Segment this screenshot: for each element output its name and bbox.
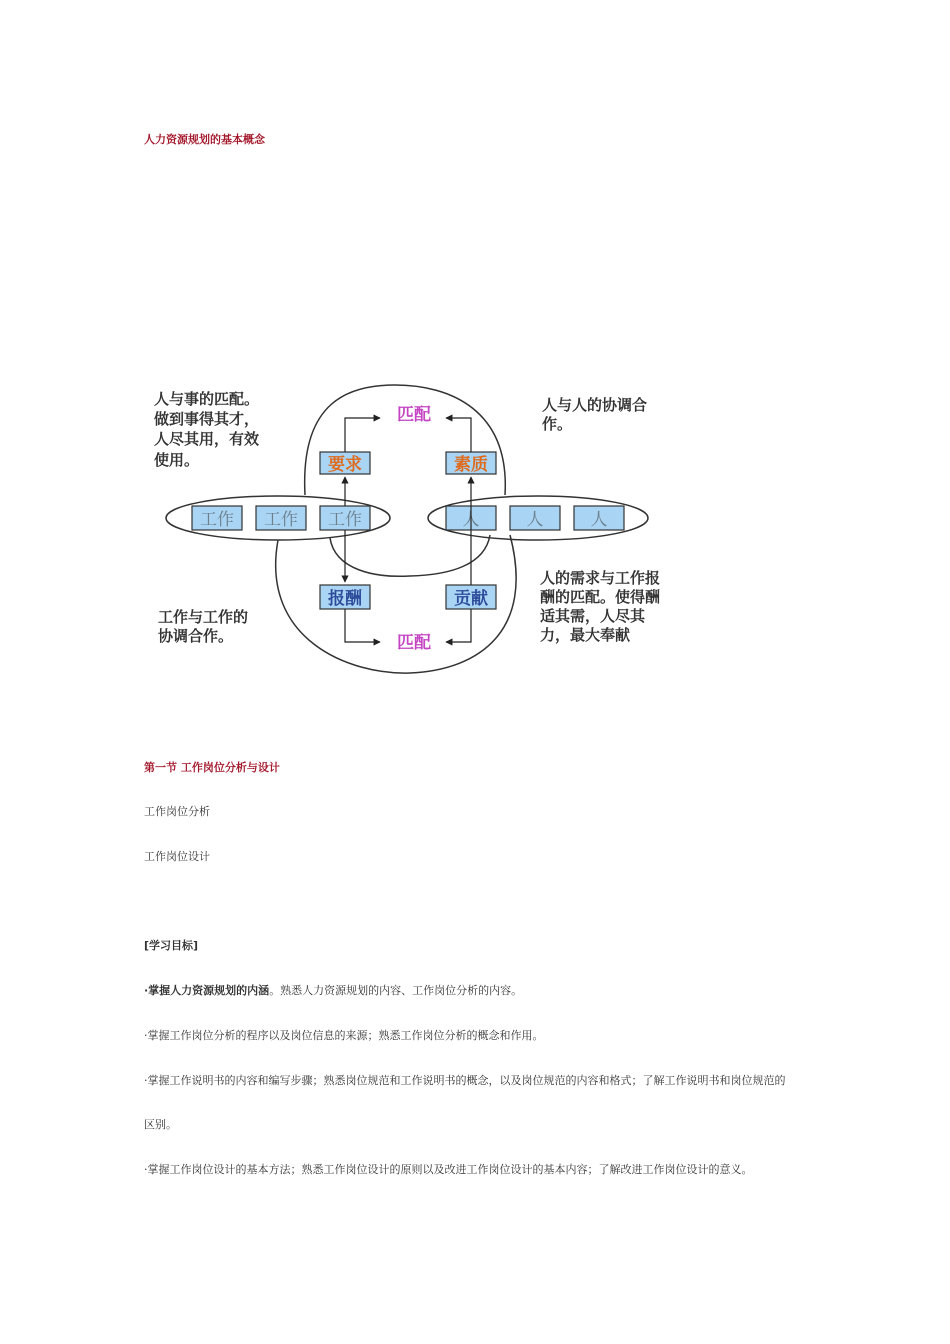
work-box-3: 工作: [328, 510, 362, 530]
section-item-job-design: 工作岗位设计: [144, 850, 210, 863]
quality-box: 素质: [454, 455, 488, 475]
section-item-job-analysis: 工作岗位分析: [144, 805, 210, 818]
note-bottom-right: 人的需求与工作报 酬的匹配。使得酬 适其需，人尽其 力，最大奉献: [540, 569, 661, 644]
objectives-heading: [学习目标]: [144, 939, 199, 952]
person-box-3: 人: [590, 510, 608, 530]
contribution-box: 贡献: [454, 589, 488, 609]
note-bottom-left: 工作与工作的 协调合作。: [158, 608, 249, 645]
note-top-left: 人与事的匹配。 做到事得其才， 人尽其用，有效 使用。: [154, 390, 260, 469]
objective-4: ·掌握工作岗位设计的基本方法；熟悉工作岗位设计的原则以及改进工作岗位设计的基本内容；了解改进工作岗位设计的意义。: [144, 1163, 753, 1176]
objective-1: [144, 982, 522, 998]
hr-planning-diagram: [150, 380, 670, 680]
note-top-right: 人与人的协调合 作。: [542, 396, 648, 433]
requirement-box: 要求: [328, 455, 362, 475]
objective-1-bold: ·掌握人力资源规划的内涵: [144, 984, 270, 997]
reward-box: 报酬: [328, 589, 362, 609]
objective-3-continued: 区别。: [144, 1118, 177, 1131]
work-box-1: 工作: [200, 510, 234, 530]
concept-heading: 人力资源规划的基本概念: [144, 133, 265, 146]
upper-arc: [305, 385, 506, 495]
objective-3: ·掌握工作说明书的内容和编写步骤；熟悉岗位规范和工作说明书的概念，以及岗位规范的内容和格式；了解工作说明书和岗位规范的: [144, 1074, 786, 1087]
match-top-label: 匹配: [397, 405, 431, 425]
objective-2: ·掌握工作岗位分析的程序以及岗位信息的来源；熟悉工作岗位分析的概念和作用。: [144, 1029, 544, 1042]
section-heading: 第一节 工作岗位分析与设计: [144, 761, 280, 774]
inner-arc: [330, 535, 490, 576]
objective-1-rest: 。熟悉人力资源规划的内容、工作岗位分析的内容。: [269, 984, 523, 997]
person-box-2: 人: [526, 510, 544, 530]
work-box-2: 工作: [264, 510, 298, 530]
person-box-1: 人: [462, 510, 480, 530]
match-bottom-label: 匹配: [397, 633, 431, 653]
